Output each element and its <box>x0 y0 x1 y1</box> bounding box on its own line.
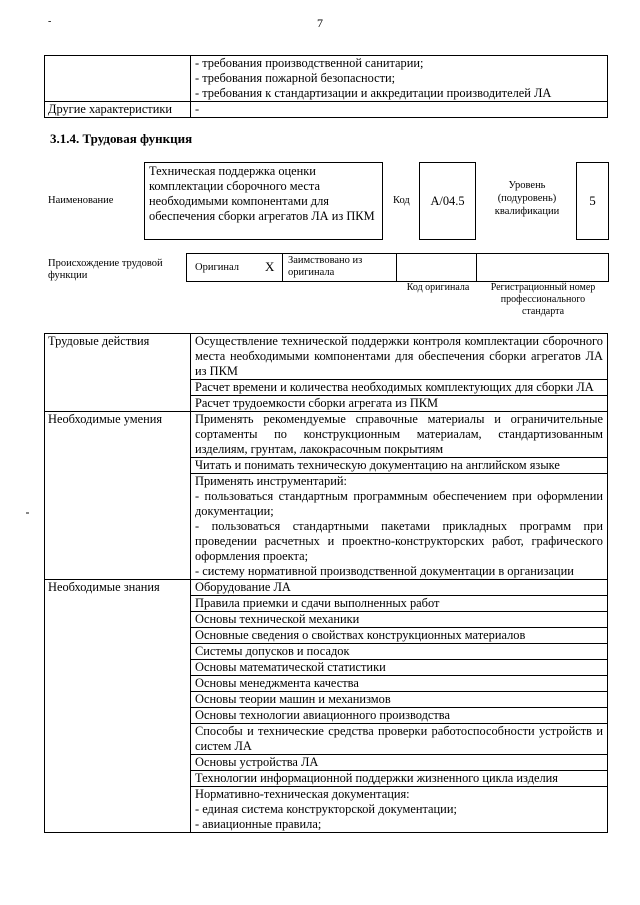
skill-line: - пользоваться стандартным программным обеспечением при оформлении документации; <box>195 489 603 518</box>
knowledge-item: Основы технической механики <box>191 612 608 628</box>
skill-line: - пользоваться стандартными пакетами прикладных программ при проведении расчетных и проектно-конструкторских работ, графического оформления проекта; <box>195 519 603 563</box>
skill-line: Применять инструментарий: <box>195 474 347 488</box>
table-row <box>45 412 608 458</box>
labor-action-item: Расчет трудоемкости сборки агрегата из ПКМ <box>191 396 608 412</box>
knowledge-item: Системы допусков и посадок <box>191 644 608 660</box>
requirements-cell <box>191 56 608 102</box>
top-table <box>44 55 608 118</box>
knowledge-item: Способы и технические средства проверки работоспособности устройств и систем ЛА <box>191 724 608 755</box>
knowledge-item: Оборудование ЛА <box>191 580 608 596</box>
function-name: Техническая поддержка оценки комплектации сборочного места необходимыми компонентами для обеспечения сборки агрегатов ЛА из ПКМ <box>144 162 383 240</box>
corner-mark: - <box>48 16 52 27</box>
origin-box <box>186 253 609 282</box>
section-title: 3.1.4. Трудовая функция <box>50 131 193 146</box>
labor-action-item: Осуществление технической поддержки контроля комплектации сборочного места необходимыми компонентами для обеспечения сборки агрегатов ЛА из ПКМ <box>191 334 608 380</box>
knowledge-line: - единая система конструкторской документации; <box>195 802 457 816</box>
knowledge-item: Технологии информационной поддержки жизненного цикла изделия <box>191 771 608 787</box>
knowledge-item: Правила приемки и сдачи выполненных работ <box>191 596 608 612</box>
skill-item: Читать и понимать техническую документацию на английском языке <box>191 458 608 474</box>
labor-action-item: Расчет времени и количества необходимых комплектующих для сборки ЛА <box>191 380 608 396</box>
level-label: Уровень (подуровень) квалификации <box>494 180 560 217</box>
knowledge-item: Основы технологии авиационного производства <box>191 708 608 724</box>
borrowed-label: Заимствовано из оригинала <box>288 255 363 278</box>
knowledge-item: Основы теории машин и механизмов <box>191 692 608 708</box>
other-characteristics-label: Другие характеристики <box>45 102 191 118</box>
knowledge-item: Основы устройства ЛА <box>191 755 608 771</box>
divider <box>282 253 283 282</box>
knowledge-line: Нормативно-техническая документация: <box>195 787 410 801</box>
skill-item: Применять рекомендуемые справочные материалы и ограничительные сортаменты по конструкционным материалам, стандартизованным изделиям, грунтам, лакокрасочным покрытиям <box>191 412 608 458</box>
skills-label: Необходимые умения <box>45 412 191 580</box>
original-label: Оригинал <box>195 262 239 273</box>
knowledge-item: Основы математической статистики <box>191 660 608 676</box>
code-value: A/04.5 <box>419 162 476 240</box>
code-original-caption: Код оригинала <box>406 282 470 293</box>
code-label: Код <box>393 195 410 206</box>
name-label: Наименование <box>48 195 114 206</box>
table-row <box>45 56 608 102</box>
page-number: 7 <box>317 16 323 30</box>
reg-number-caption: Регистрационный номер профессионального стандарта <box>490 282 596 317</box>
list-item: - требования к стандартизации и аккредитации производителей ЛА <box>195 86 552 100</box>
list-item: - требования производственной санитарии; <box>195 56 424 70</box>
knowledge-item: Основные сведения о свойствах конструкционных материалов <box>191 628 608 644</box>
divider <box>476 253 477 282</box>
table-row <box>45 580 608 596</box>
skill-item <box>191 474 608 580</box>
knowledge-item <box>191 787 608 833</box>
level-value: 5 <box>576 162 609 240</box>
other-characteristics-value: - <box>191 102 608 118</box>
main-table <box>44 333 608 833</box>
original-mark: X <box>265 259 275 274</box>
table-row <box>45 334 608 380</box>
knowledge-item: Основы менеджмента качества <box>191 676 608 692</box>
origin-label: Происхождение трудовой функции <box>48 258 163 281</box>
scan-mark <box>26 512 29 514</box>
list-item: - требования пожарной безопасности; <box>195 71 396 85</box>
table-row <box>45 102 608 118</box>
knowledge-label: Необходимые знания <box>45 580 191 833</box>
skill-line: - систему нормативной производственной документации в организации <box>195 564 574 578</box>
knowledge-line: - авиационные правила; <box>195 817 322 831</box>
divider <box>396 253 397 282</box>
labor-actions-label: Трудовые действия <box>45 334 191 412</box>
